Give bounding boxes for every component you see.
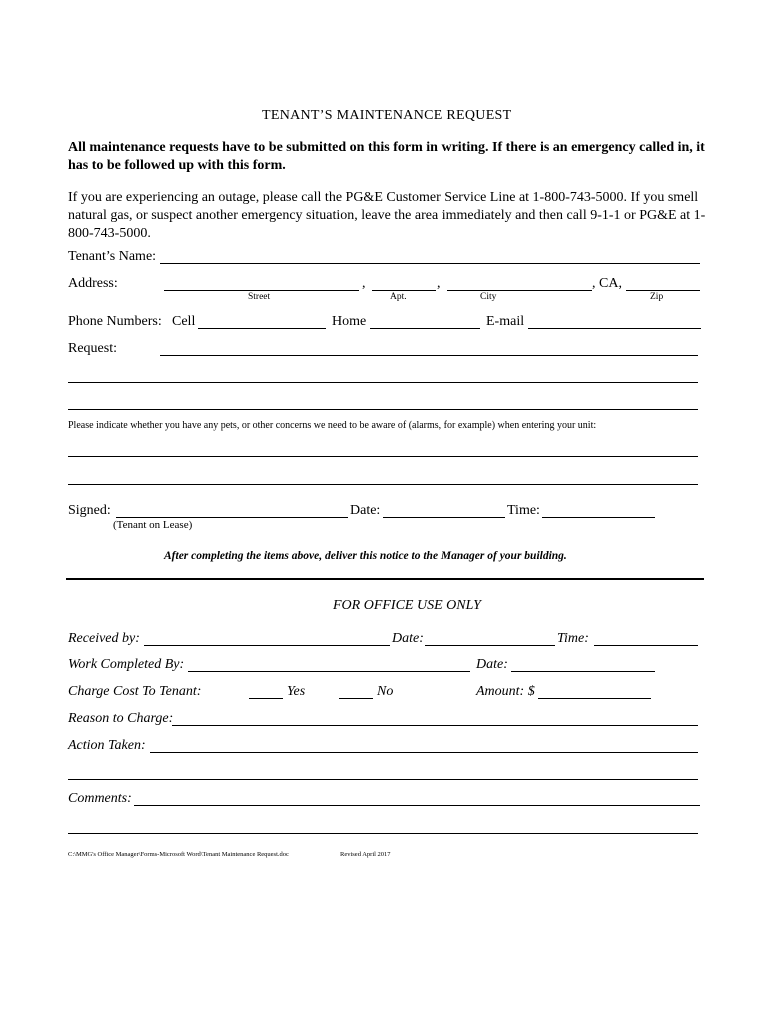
office-divider	[66, 578, 704, 580]
tenant-on-lease-note: (Tenant on Lease)	[113, 519, 193, 531]
signed-time-label: Time:	[507, 503, 540, 518]
street-field[interactable]	[164, 275, 359, 291]
work-completed-field[interactable]	[188, 656, 470, 672]
footer-revised: Revised April 2017	[340, 851, 391, 858]
charge-yes-label: Yes	[287, 684, 306, 699]
work-date-label: Date:	[476, 657, 508, 672]
amount-field[interactable]	[538, 683, 651, 699]
pets-field-line-2[interactable]	[68, 469, 698, 485]
phone-numbers-label: Phone Numbers:	[68, 314, 162, 329]
footer-file-path: C:\MMG's Office Manager\Forms-Microsoft Word\Tenant Maintenance Request.doc	[68, 851, 289, 858]
intro-bold-text: All maintenance requests have to be submitted on this form in writing. If there is an emergency called in, it has to be followed up with this form.	[68, 140, 705, 173]
signed-date-label: Date:	[350, 503, 381, 518]
pets-field-line-1[interactable]	[68, 441, 698, 457]
city-field[interactable]	[447, 275, 592, 291]
received-time-label: Time:	[557, 631, 589, 646]
received-date-field[interactable]	[425, 630, 555, 646]
received-date-label: Date:	[392, 631, 424, 646]
request-label: Request:	[68, 341, 117, 356]
amount-label: Amount: $	[476, 684, 535, 699]
apt-field[interactable]	[372, 275, 436, 291]
signed-time-field[interactable]	[542, 502, 655, 518]
deliver-note: After completing the items above, deliver this notice to the Manager of your building.	[164, 550, 567, 562]
zip-field[interactable]	[626, 275, 700, 291]
home-label: Home	[332, 314, 367, 329]
reason-to-charge-field[interactable]	[172, 710, 698, 726]
charge-no-label: No	[377, 684, 394, 699]
charge-yes-field[interactable]	[249, 683, 283, 699]
received-by-label: Received by:	[68, 631, 140, 646]
address-state: , CA,	[592, 276, 622, 291]
action-taken-label: Action Taken:	[68, 738, 146, 753]
reason-to-charge-label: Reason to Charge:	[68, 711, 174, 726]
address-comma-1: ,	[362, 276, 366, 291]
tenant-name-field[interactable]	[160, 248, 700, 264]
comments-field-line-2[interactable]	[68, 818, 698, 834]
cell-field[interactable]	[198, 313, 326, 329]
work-date-field[interactable]	[511, 656, 655, 672]
received-by-field[interactable]	[144, 630, 390, 646]
home-field[interactable]	[370, 313, 480, 329]
action-taken-field-line-1[interactable]	[150, 737, 698, 753]
zip-caption: Zip	[650, 292, 664, 302]
comments-field-line-1[interactable]	[134, 790, 700, 806]
form-title: TENANT’S MAINTENANCE REQUEST	[262, 108, 512, 123]
address-label: Address:	[68, 276, 118, 291]
work-completed-label: Work Completed By:	[68, 657, 185, 672]
outage-instructions: If you are experiencing an outage, please call the PG&E Customer Service Line at 1-800-743-5000. If you smell natural gas, or suspect another emergency situation, leave the area immediately and then call 9-1-1 or PG&E at 1-800-743-5000.	[68, 190, 706, 241]
request-field-line-2[interactable]	[68, 367, 698, 383]
signature-field[interactable]	[116, 502, 348, 518]
signed-label: Signed:	[68, 503, 111, 518]
request-field-line-1[interactable]	[160, 340, 698, 356]
signed-date-field[interactable]	[383, 502, 505, 518]
cell-label: Cell	[172, 314, 196, 329]
tenant-name-label: Tenant’s Name:	[68, 249, 157, 264]
comments-label: Comments:	[68, 791, 132, 806]
charge-cost-label: Charge Cost To Tenant:	[68, 684, 202, 699]
apt-caption: Apt.	[390, 292, 407, 302]
pets-note: Please indicate whether you have any pets, or other concerns we need to be aware of (alarms, for example) when entering your unit:	[68, 420, 597, 431]
city-caption: City	[480, 292, 497, 302]
action-taken-field-line-2[interactable]	[68, 764, 698, 780]
office-use-heading: FOR OFFICE USE ONLY	[333, 598, 481, 613]
charge-no-field[interactable]	[339, 683, 373, 699]
street-caption: Street	[248, 292, 271, 302]
address-comma-2: ,	[437, 276, 441, 291]
request-field-line-3[interactable]	[68, 394, 698, 410]
received-time-field[interactable]	[594, 630, 698, 646]
email-field[interactable]	[528, 313, 701, 329]
email-label: E-mail	[486, 314, 525, 329]
